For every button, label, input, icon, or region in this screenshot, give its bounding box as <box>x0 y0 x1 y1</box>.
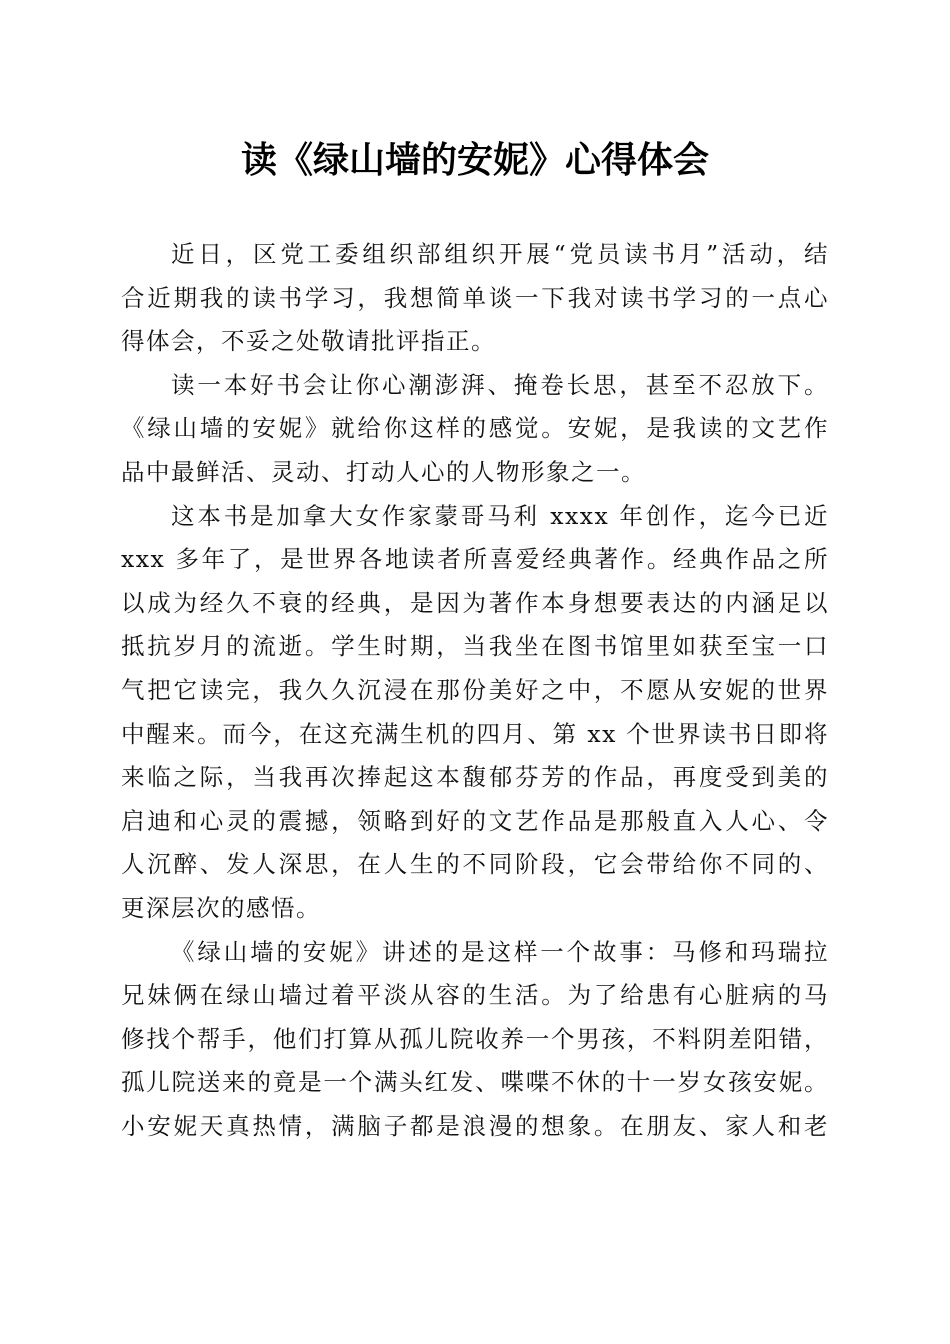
text-line: 中醒来。而今，在这充满生机的四月、第 xx 个世界读书日即将 <box>121 719 829 748</box>
text-line: 来临之际，当我再次捧起这本馥郁芬芳的作品，再度受到美的 <box>121 763 829 792</box>
text-line: 兄妹俩在绿山墙过着平淡从容的生活。为了给患有心脏病的马 <box>121 981 829 1010</box>
text-line: 小安妮天真热情，满脑子都是浪漫的想象。在朋友、家人和老 <box>121 1111 829 1140</box>
text-line: 《绿山墙的安妮》讲述的是这样一个故事：马修和玛瑞拉 <box>171 937 829 966</box>
text-line: 以成为经久不衰的经典，是因为著作本身想要表达的内涵足以 <box>121 588 829 617</box>
paragraph <box>121 233 829 364</box>
text-line: 得体会，不妥之处敬请批评指正。 <box>121 327 496 356</box>
text-line: 《绿山墙的安妮》就给你这样的感觉。安妮，是我读的文艺作 <box>121 414 829 443</box>
text-line: 人沉醉、发人深思，在人生的不同阶段，它会带给你不同的、 <box>121 850 829 879</box>
paragraph <box>121 931 829 1149</box>
document-body <box>121 233 829 1148</box>
text-line: 读一本好书会让你心潮澎湃、掩卷长思，甚至不忍放下。 <box>171 370 829 399</box>
text-line: 孤儿院送来的竟是一个满头红发、喋喋不休的十一岁女孩安妮。 <box>121 1068 829 1097</box>
text-line: xxx 多年了，是世界各地读者所喜爱经典著作。经典作品之所 <box>121 545 829 574</box>
text-line: 气把它读完，我久久沉浸在那份美好之中，不愿从安妮的世界 <box>121 675 829 704</box>
text-line: 近日，区党工委组织部组织开展“党员读书月”活动，结 <box>171 240 829 268</box>
text-line: 抵抗岁月的流逝。学生时期，当我坐在图书馆里如获至宝一口 <box>121 632 829 661</box>
text-line: 这本书是加拿大女作家蒙哥马利 xxxx 年创作，迄今已近 <box>171 501 829 530</box>
paragraph <box>121 495 829 931</box>
text-line: 品中最鲜活、灵动、打动人心的人物形象之一。 <box>121 457 646 486</box>
text-line: 启迪和心灵的震撼，领略到好的文艺作品是那般直入人心、令 <box>121 806 829 835</box>
paragraph <box>121 364 829 495</box>
document-title: 读《绿山墙的安妮》心得体会 <box>240 139 709 181</box>
text-line: 修找个帮手，他们打算从孤儿院收养一个男孩，不料阴差阳错， <box>121 1024 829 1053</box>
text-line: 合近期我的读书学习，我想简单谈一下我对读书学习的一点心 <box>121 283 829 312</box>
text-line: 更深层次的感悟。 <box>121 893 321 922</box>
